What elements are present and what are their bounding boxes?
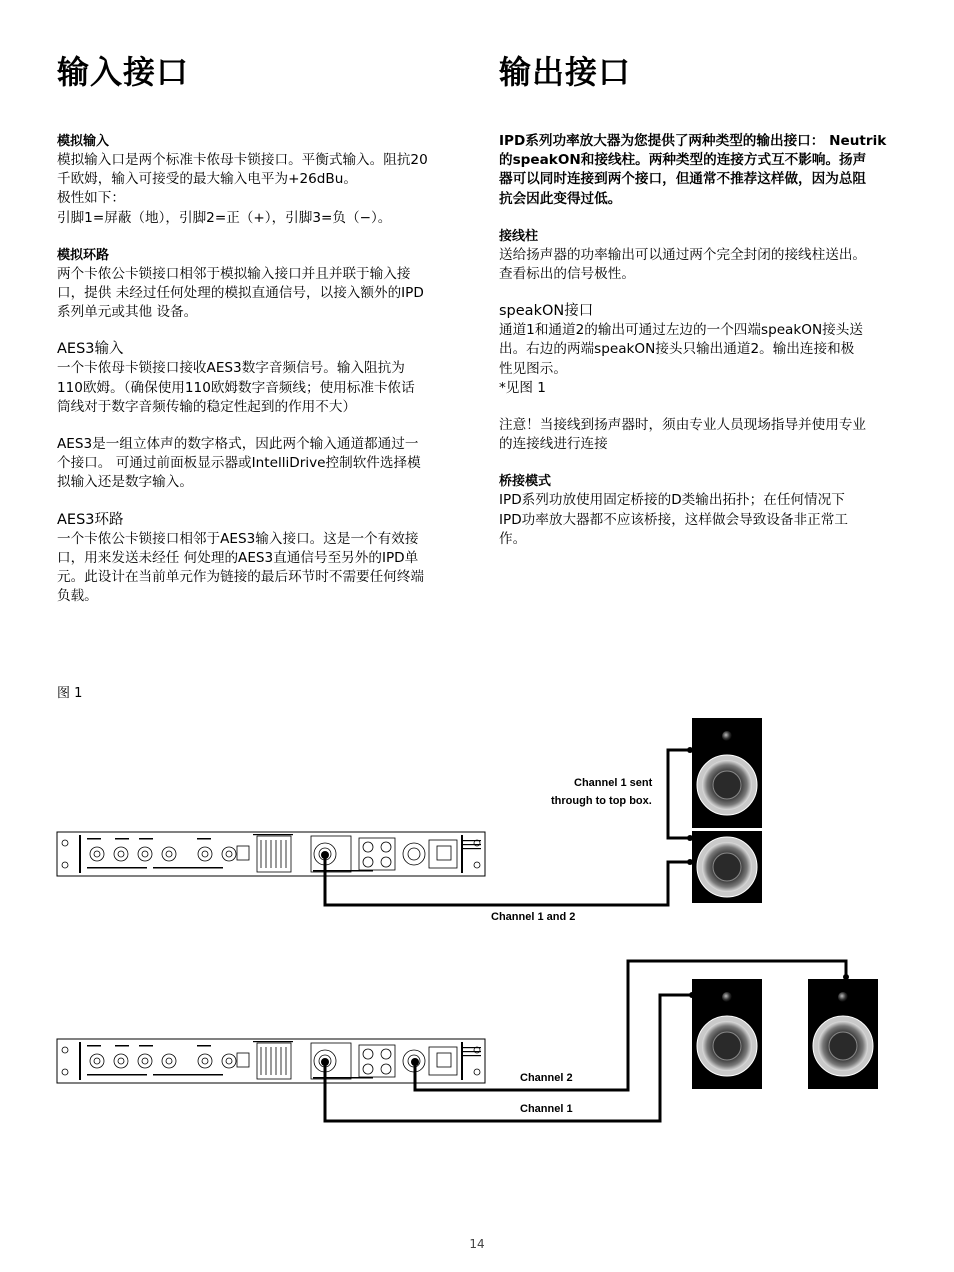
ch1-label: Channel 1 (520, 1103, 573, 1115)
aes3-input-section (57, 340, 457, 417)
right-speaker (808, 979, 878, 1089)
left-speaker (692, 979, 762, 1089)
analog-loop-section (57, 246, 457, 323)
figure-label: 图 1 (57, 686, 83, 701)
aes3-input-text: 一个卡侬母卡锁接口接收AES3数字音频信号。输入阻抗为 110欧姆。（确保使用110欧姆数字音频线；使用标准卡侬话 筒线对于数字音频传输的稳定性起到的作用不大） (57, 360, 415, 415)
right-column (499, 52, 899, 567)
analog-input-section (57, 132, 457, 228)
speakon-text: 通道1和通道2的输出可通过左边的一个四端speakON接头送 出。右边的两端speakON接头只输出通道2。输出连接和极 性见图示。 *见图 1 (499, 322, 863, 396)
analog-input-title: 模拟输入 (57, 134, 110, 149)
left-column (57, 52, 457, 624)
aes3-loop-section (57, 511, 457, 607)
amplifier-rear-panel (57, 832, 485, 876)
output-intro-text: IPD系列功率放大器为您提供了两种类型的输出接口： Neutrik 的speakON和接线柱。两种类型的连接方式互不影响。扬声 器可以同时连接到两个接口，但通常不推荐这样做，因为总阻 抗会因此变得过低。 (499, 133, 887, 207)
page-number: 14 (469, 1237, 485, 1251)
aes3-loop-title: AES3环路 (57, 511, 124, 528)
binding-post-text: 送给扬声器的功率输出可以通过两个完全封闭的接线柱送出。 查看标出的信号极性。 (499, 246, 867, 283)
aes3-stereo-section (57, 435, 457, 493)
ch1-sent-label-line1: Channel 1 sent (574, 777, 653, 789)
upper-cables (325, 750, 690, 905)
bridge-title: 桥接模式 (499, 474, 552, 490)
bridge-section (499, 472, 899, 549)
bridge-text: IPD系列功放使用固定桥接的D类输出拓扑；在任何情况下 IPD功率放大器都不应该桥接，这样做会导致设备非正常工 作。 (499, 492, 848, 547)
binding-post-section (499, 227, 899, 284)
warning-note: 注意！当接线到扬声器时，须由专业人员现场指导并使用专业 的连接线进行连接 (499, 417, 867, 453)
binding-post-title: 接线柱 (499, 228, 539, 244)
aes3-input-title: AES3输入 (57, 341, 124, 358)
speakon-title: speakON接口 (499, 303, 594, 320)
bottom-speaker (692, 831, 762, 903)
amplifier-rear-panel-2 (57, 1039, 485, 1083)
ch1-and-2-label: Channel 1 and 2 (491, 911, 576, 923)
analog-loop-text: 两个卡侬公卡锁接口相邻于模拟输入接口并且并联于输入接 口，提供 未经过任何处理的模拟直通信号，以接入额外的IPD 系列单元或其他 设备。 (57, 265, 424, 321)
speakon-section (499, 302, 899, 398)
output-intro-section (499, 132, 899, 209)
input-heading: 输入接口 (57, 53, 190, 91)
ch2-label: Channel 2 (520, 1072, 573, 1084)
aes3-stereo-text: AES3是一组立体声的数字格式，因此两个输入通道都通过一 个接口。 可通过前面板显示器或IntelliDrive控制软件选择模 拟输入还是数字输入。 (57, 436, 421, 491)
analog-loop-title: 模拟环路 (57, 247, 110, 263)
output-heading: 输出接口 (499, 53, 632, 91)
note-section (499, 416, 899, 454)
wiring-diagram (0, 700, 954, 1150)
analog-input-text: 模拟输入口是两个标准卡侬母卡锁接口。平衡式输入。阻抗20 千欧姆，输入可接受的最大输入电平为+26dBu。 极性如下： 引脚1=屏蔽（地），引脚2=正（+），引脚3=负（−）。 (57, 152, 428, 226)
top-speaker (692, 718, 762, 828)
aes3-loop-text: 一个卡侬公卡锁接口相邻于AES3输入接口。这是一个有效接 口，用来发送未经任 何处理的AES3直通信号至另外的IPD单 元。此设计在当前单元作为链接的最后环节时不需要任何终端 负载。 (57, 530, 425, 605)
ch1-sent-label-line2: through to top box. (551, 795, 652, 807)
